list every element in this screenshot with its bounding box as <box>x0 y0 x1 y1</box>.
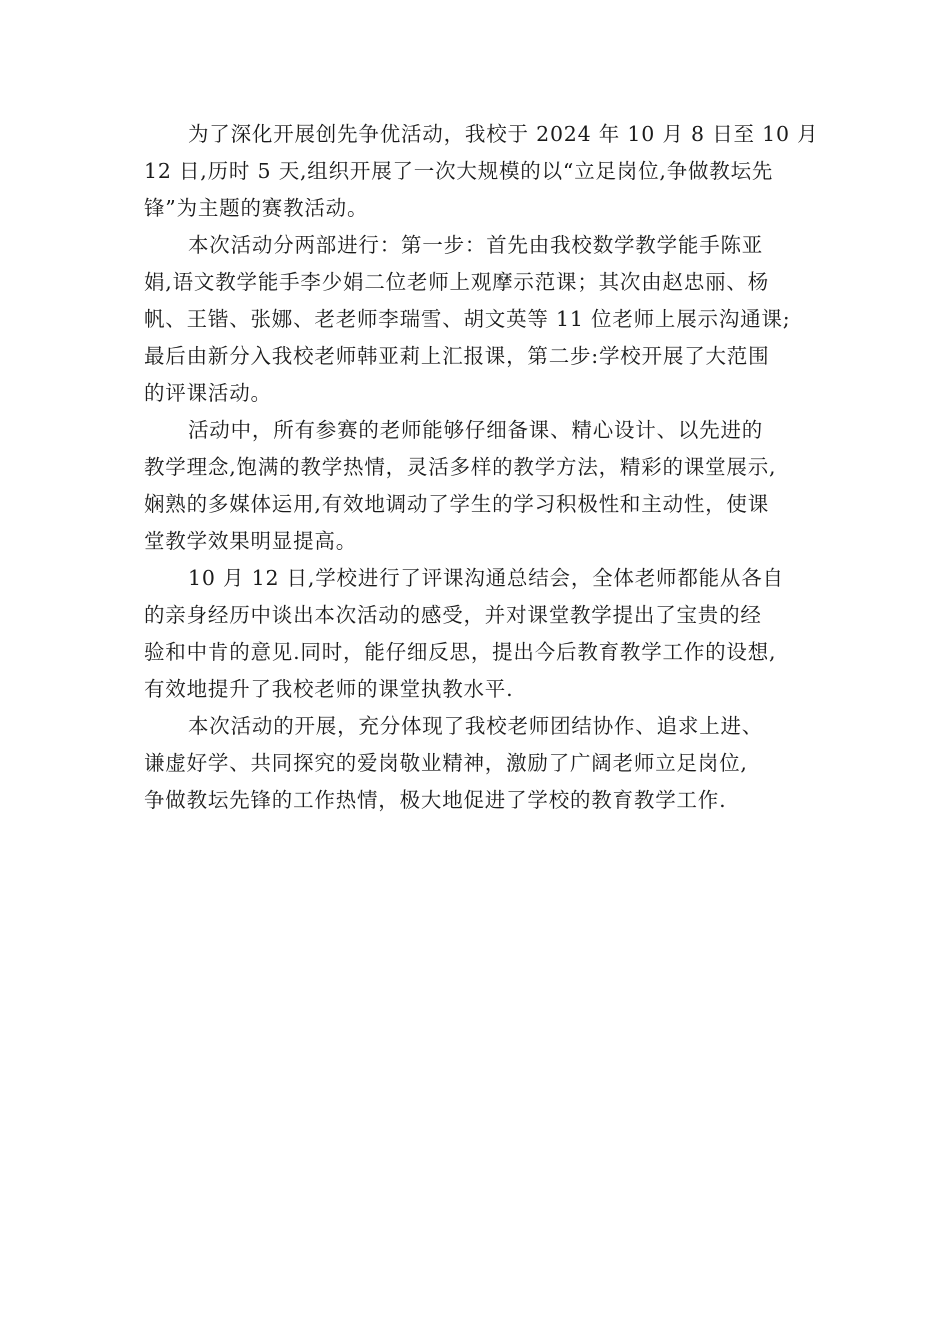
paragraph-line: 验和中肯的意见.同时，能仔细反思，提出今后教育教学工作的设想, <box>144 640 777 664</box>
paragraph-line: 12 日,历时 5 天,组织开展了一次大规模的以“立足岗位,争做教坛先 <box>144 159 774 183</box>
paragraph-line: 锋”为主题的赛教活动。 <box>144 196 369 220</box>
paragraph-line: 最后由新分入我校老师韩亚莉上汇报课，第二步:学校开展了大范围 <box>144 344 770 368</box>
paragraph-line: 的亲身经历中谈出本次活动的感受，并对课堂教学提出了宝贵的经 <box>144 603 762 627</box>
paragraph-1 <box>144 116 819 227</box>
paragraph-5 <box>144 708 812 819</box>
paragraph-line: 谦虚好学、共同探究的爱岗敬业精神，激励了广阔老师立足岗位, <box>144 751 748 775</box>
paragraph-line: 教学理念,饱满的教学热情，灵活多样的教学方法，精彩的课堂展示, <box>144 455 777 479</box>
paragraph-3 <box>144 412 812 560</box>
paragraph-line: 10 月 12 日,学校进行了评课沟通总结会，全体老师都能从各自 <box>188 566 784 590</box>
paragraph-line: 为了深化开展创先争优活动，我校于 2024 年 10 月 8 日至 10 月 <box>188 122 819 146</box>
paragraph-line: 有效地提升了我校老师的课堂执教水平. <box>144 677 514 701</box>
paragraph-line: 的评课活动。 <box>144 381 272 405</box>
paragraph-line: 本次活动的开展，充分体现了我校老师团结协作、追求上进、 <box>188 714 764 738</box>
document-body <box>144 116 819 819</box>
paragraph-line: 活动中，所有参赛的老师能够仔细备课、精心设计、以先进的 <box>188 418 764 442</box>
paragraph-line: 本次活动分两部进行：第一步：首先由我校数学教学能手陈亚 <box>188 233 764 257</box>
paragraph-2 <box>144 227 812 412</box>
paragraph-line: 娟,语文教学能手李少娟二位老师上观摩示范课；其次由赵忠丽、杨 <box>144 270 770 294</box>
paragraph-4 <box>144 560 812 708</box>
paragraph-line: 帆、王锴、张娜、老老师李瑞雪、胡文英等 11 位老师上展示沟通课; <box>144 307 791 331</box>
paragraph-line: 堂教学效果明显提高。 <box>144 529 357 553</box>
paragraph-line: 争做教坛先锋的工作热情，极大地促进了学校的教育教学工作. <box>144 788 727 812</box>
paragraph-line: 娴熟的多媒体运用,有效地调动了学生的学习积极性和主动性，使课 <box>144 492 770 516</box>
